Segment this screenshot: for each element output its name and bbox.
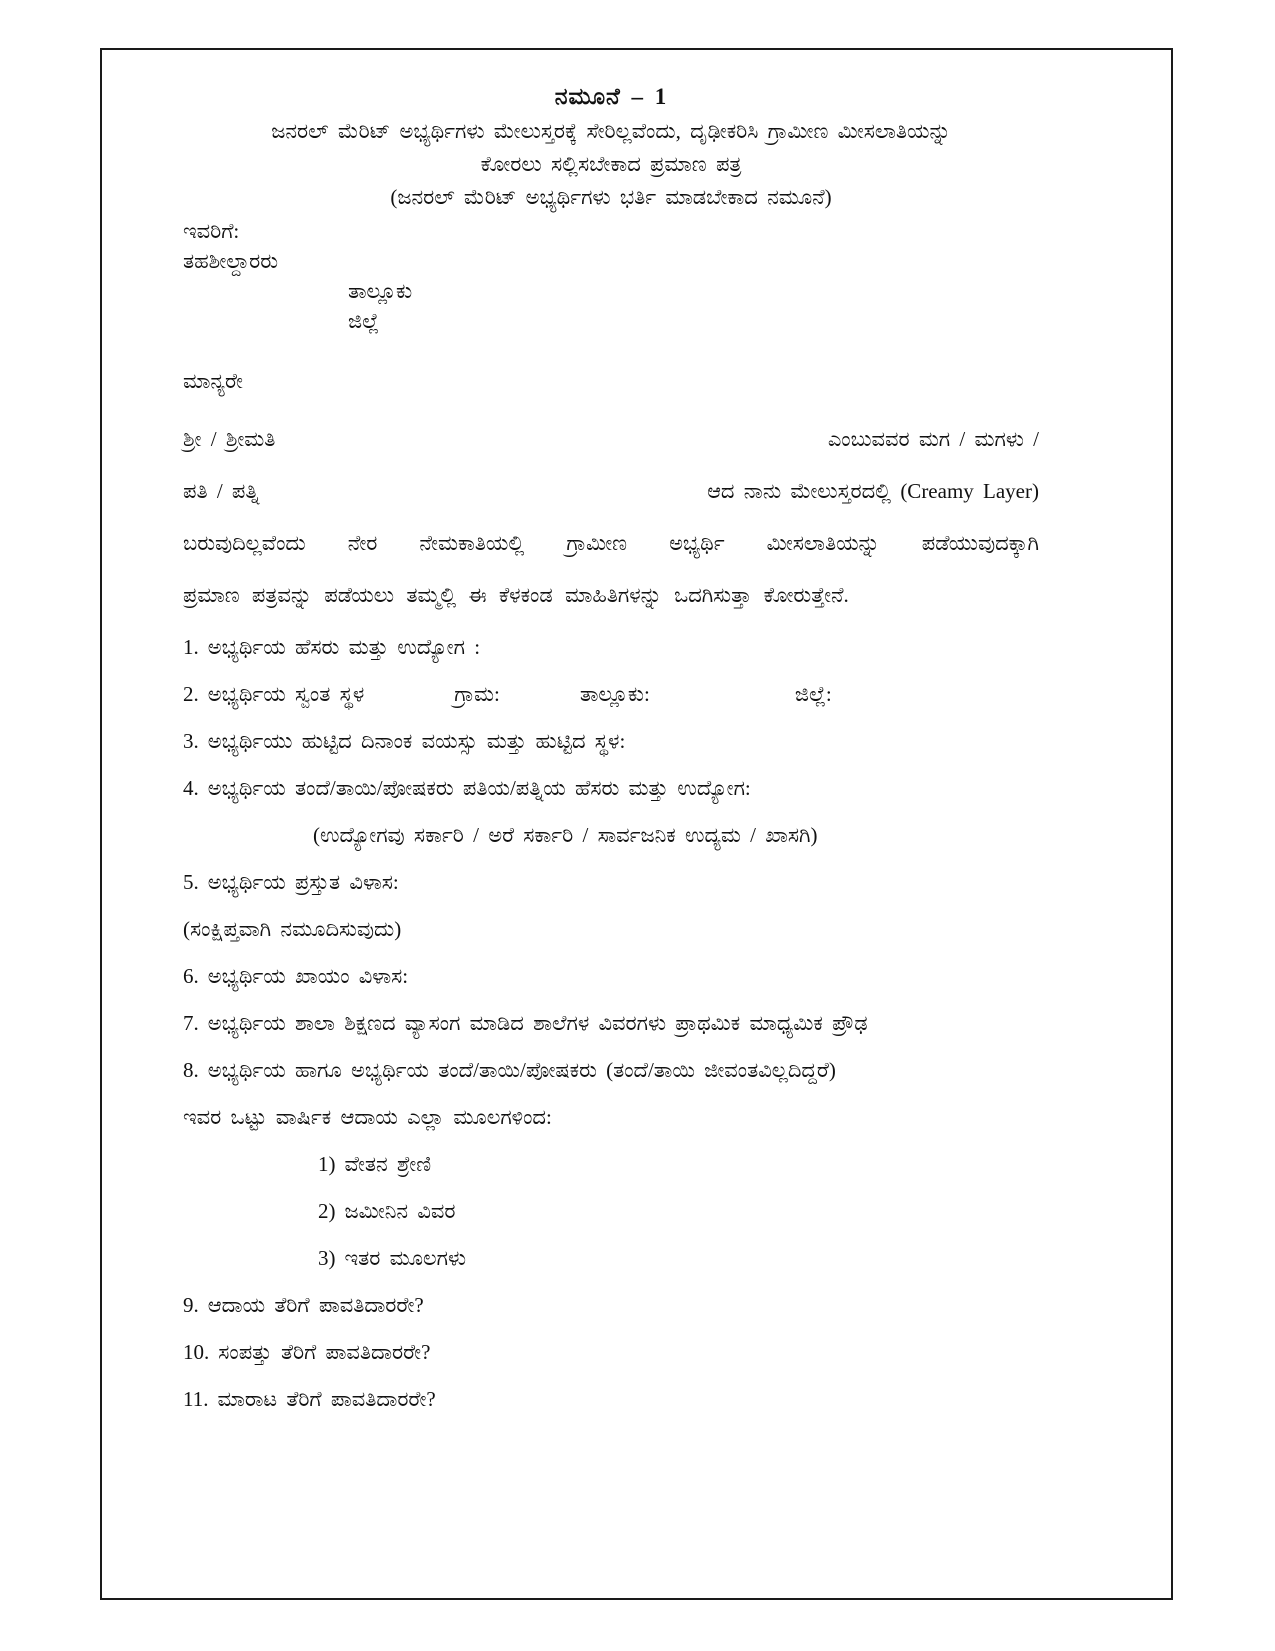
- item-text: ಅಭ್ಯರ್ಥಿಯ ತಂದೆ/ತಾಯಿ/ಪೋಷಕರು ಪತಿಯ/ಪತ್ನಿಯ ಹೆಸರು ಮತ್ತು ಉದ್ಯೋಗ:: [207, 776, 751, 800]
- item-number: 8.: [183, 1058, 199, 1082]
- form-item-10: [183, 1337, 1118, 1367]
- subitem-number: 2): [318, 1199, 336, 1223]
- item-number: 4.: [183, 776, 199, 800]
- form-item-2: [183, 679, 1118, 709]
- form-subtitle-line-3: (ಜನರಲ್ ಮೆರಿಟ್ ಅಭ್ಯರ್ಥಿಗಳು ಭರ್ತಿ ಮಾಡಬೇಕಾದ ನಮೂನೆ): [390, 185, 832, 209]
- form-header: [183, 80, 1039, 214]
- subitem-number: 3): [318, 1246, 336, 1270]
- item-number: 1.: [183, 635, 199, 659]
- address-to-label: ಇವರಿಗೆ:: [183, 219, 240, 243]
- item-text: ಅಭ್ಯರ್ಥಿಯು ಹುಟ್ಟಿದ ದಿನಾಂಕ ವಯಸ್ಸು ಮತ್ತು ಹುಟ್ಟಿದ ಸ್ಥಳ:: [207, 729, 626, 753]
- item-number: 10.: [183, 1340, 210, 1364]
- item-text: ಅಭ್ಯರ್ಥಿಯ ಶಾಲಾ ಶಿಕ್ಷಣದ ವ್ಯಾಸಂಗ ಮಾಡಿದ ಶಾಲೆಗಳ ವಿವರಗಳು ಪ್ರಾಥಮಿಕ ಮಾಧ್ಯಮಿಕ ಪ್ರೌಢ: [207, 1011, 868, 1035]
- form-subtitle-line-2: ಕೋರಲು ಸಲ್ಲಿಸಬೇಕಾದ ಪ್ರಮಾಣ ಪತ್ರ: [480, 152, 742, 176]
- address-block: [183, 216, 1131, 336]
- intro-block: [183, 424, 1039, 610]
- form-item-1: [183, 632, 1118, 662]
- income-intro-line: ಇವರ ಒಟ್ಟು ವಾರ್ಷಿಕ ಆದಾಯ ಎಲ್ಲಾ ಮೂಲಗಳಿಂದ:: [183, 1105, 552, 1129]
- subitem-text: ಜಮೀನಿನ ವಿವರ: [344, 1199, 456, 1223]
- village-label: ಗ್ರಾಮ:: [454, 682, 500, 706]
- item-text: ಆದಾಯ ತೆರಿಗೆ ಪಾವತಿದಾರರೇ?: [207, 1293, 424, 1317]
- subitem-text: ಇತರ ಮೂಲಗಳು: [344, 1246, 467, 1270]
- address-district-label: ಜಿಲ್ಲೆ: [348, 309, 380, 333]
- occupation-type-note: (ಉದ್ಯೋಗವು ಸರ್ಕಾರಿ / ಅರೆ ಸರ್ಕಾರಿ / ಸಾರ್ವಜನಿಕ ಉದ್ಯಮ / ಖಾಸಗಿ): [313, 823, 818, 847]
- form-item-4: [183, 773, 1118, 803]
- item-text: ಮಾರಾಟ ತೆರಿಗೆ ಪಾವತಿದಾರರೇ?: [217, 1387, 436, 1411]
- item-text: ಅಭ್ಯರ್ಥಿಯ ಪ್ರಸ್ತುತ ವಿಳಾಸ:: [207, 870, 399, 894]
- item-number: 11.: [183, 1387, 209, 1411]
- document-content: [102, 50, 1171, 1414]
- form-item-9: [183, 1290, 1118, 1320]
- income-subitem-2: [318, 1196, 1118, 1226]
- item-number: 9.: [183, 1293, 199, 1317]
- intro-body-line-2: ಪ್ರಮಾಣ ಪತ್ರವನ್ನು ಪಡೆಯಲು ತಮ್ಮಲ್ಲಿ ಈ ಕೆಳಕಂಡ ಮಾಹಿತಿಗಳನ್ನು ಒದಗಿಸುತ್ತಾ ಕೋರುತ್ತೇನೆ.: [183, 583, 849, 607]
- form-items: [183, 632, 1118, 1414]
- district-label: ಜಿಲ್ಲೆ:: [794, 682, 832, 706]
- form-item-8: [183, 1055, 1118, 1085]
- subitem-text: ವೇತನ ಶ್ರೇಣಿ: [344, 1152, 432, 1176]
- item-text: ಅಭ್ಯರ್ಥಿಯ ಖಾಯಂ ವಿಳಾಸ:: [207, 964, 409, 988]
- applicant-name-prefix: ಶ್ರೀ / ಶ್ರೀಮತಿ: [183, 427, 276, 451]
- subitem-number: 1): [318, 1152, 336, 1176]
- item-number: 3.: [183, 729, 199, 753]
- item-text: ಸಂಪತ್ತು ತೆರಿಗೆ ಪಾವತಿದಾರರೇ?: [218, 1340, 431, 1364]
- item-number: 7.: [183, 1011, 199, 1035]
- document-page: [100, 48, 1173, 1600]
- item-text: ಅಭ್ಯರ್ಥಿಯ ಸ್ವಂತ ಸ್ಥಳ: [207, 682, 365, 706]
- income-subitem-1: [318, 1149, 1118, 1179]
- intro-line-2: [183, 476, 1039, 506]
- form-item-7: [183, 1008, 1118, 1038]
- relation-suffix: ಎಂಬುವವರ ಮಗ / ಮಗಳು /: [827, 427, 1039, 451]
- form-item-6: [183, 961, 1118, 991]
- address-taluk-label: ತಾಲ್ಲೂಕು: [348, 279, 413, 303]
- item-number: 6.: [183, 964, 199, 988]
- item-number: 5.: [183, 870, 199, 894]
- form-item-11: [183, 1384, 1118, 1414]
- salutation: ಮಾನ್ಯರೇ: [183, 369, 243, 393]
- item-text: ಅಭ್ಯರ್ಥಿಯ ಹಾಗೂ ಅಭ್ಯರ್ಥಿಯ ತಂದೆ/ತಾಯಿ/ಪೋಷಕರು (ತಂದೆ/ತಾಯಿ ಜೀವಂತವಿಲ್ಲದಿದ್ದರೆ): [207, 1058, 836, 1082]
- form-item-5: [183, 867, 1118, 897]
- form-item-3: [183, 726, 1118, 756]
- form-title: ನಮೂನೆ – 1: [554, 84, 668, 109]
- address-brief-note: (ಸಂಕ್ಷಿಪ್ತವಾಗಿ ನಮೂದಿಸುವುದು): [183, 917, 402, 941]
- intro-line-1: [183, 424, 1039, 454]
- form-subtitle-line-1: ಜನರಲ್ ಮೆರಿಟ್ ಅಭ್ಯರ್ಥಿಗಳು ಮೇಲುಸ್ತರಕ್ಕೆ ಸೇರಿಲ್ಲವೆಂದು, ದೃಢೀಕರಿಸಿ ಗ್ರಾಮೀಣ ಮೀಸಲಾತಿಯನ್ನು: [271, 119, 951, 143]
- intro-body-line-1: ಬರುವುದಿಲ್ಲವೆಂದು ನೇರ ನೇಮಕಾತಿಯಲ್ಲಿ ಗ್ರಾಮೀಣ ಅಭ್ಯರ್ಥಿ ಮೀಸಲಾತಿಯನ್ನು ಪಡೆಯುವುದಕ್ಕಾಗಿ: [183, 531, 1039, 555]
- address-recipient: ತಹಶೀಲ್ದಾರರು: [183, 249, 279, 273]
- spouse-prefix: ಪತಿ / ಪತ್ನಿ: [183, 479, 260, 503]
- taluk-label: ತಾಲ್ಲೂಕು:: [579, 682, 650, 706]
- income-subitem-3: [318, 1243, 1118, 1273]
- creamy-layer-text: ಆದ ನಾನು ಮೇಲುಸ್ತರದಲ್ಲಿ (Creamy Layer): [707, 479, 1039, 503]
- item-text: ಅಭ್ಯರ್ಥಿಯ ಹೆಸರು ಮತ್ತು ಉದ್ಯೋಗ :: [207, 635, 481, 659]
- item-number: 2.: [183, 682, 199, 706]
